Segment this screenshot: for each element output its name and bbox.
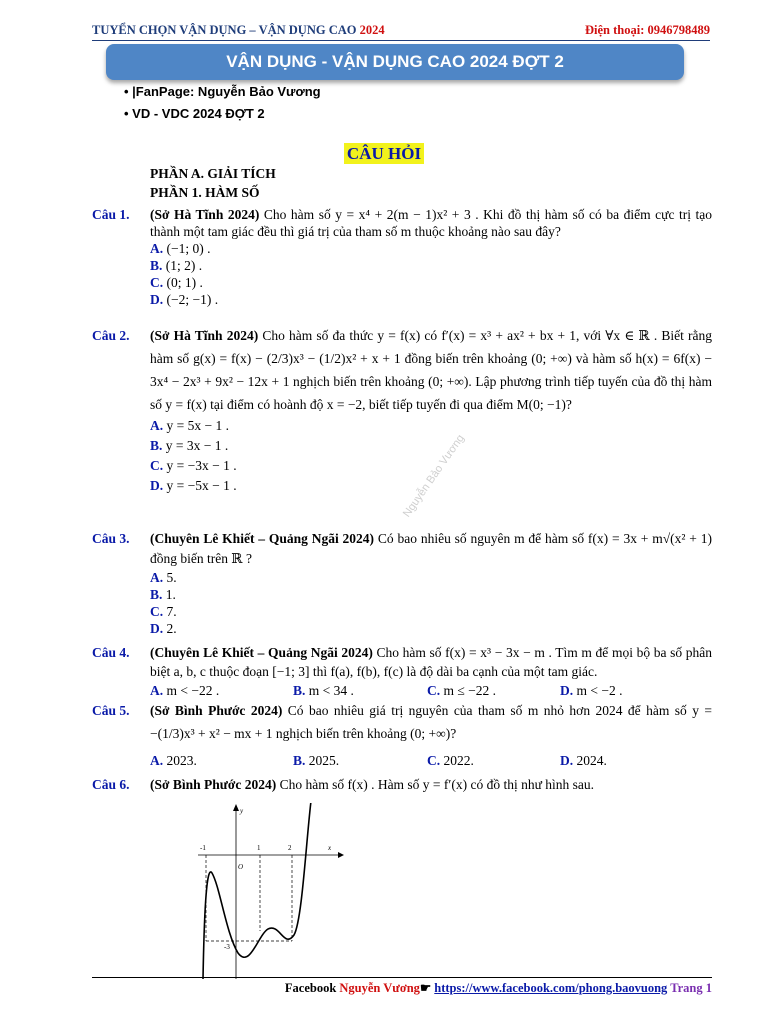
part-a-heading: PHẦN A. GIẢI TÍCH — [150, 166, 276, 181]
option-a: A. y = 5x − 1 . — [150, 418, 229, 433]
tick-label-minus3: -3 — [224, 943, 230, 951]
tick-label-minus1: -1 — [200, 844, 206, 852]
question-3 — [92, 529, 712, 637]
option-b: B. 1. — [150, 587, 176, 602]
option-a: A. 2023. — [150, 753, 197, 768]
option-a: A. 5. — [150, 570, 177, 585]
option-a: A. m < −22 . — [150, 683, 220, 698]
x-axis-label: x — [328, 844, 332, 852]
page-number: Trang 1 — [667, 981, 712, 995]
section-heading: CÂU HỎI — [0, 144, 768, 164]
question-body: (Chuyên Lê Khiết – Quảng Ngãi 2024) Cho hàm số f(x) = x³ − 3x − m . Tìm m để mọi bộ ba số phân biệt a, b, c thuộc đoạn [−1; 3] thì f(a), f(b), f(c) là độ dài ba cạnh của một tam giác. — [150, 645, 712, 679]
option-c: C. 2022. — [427, 753, 474, 768]
question-body: (Sở Bình Phước 2024) Cho hàm số f(x) . Hàm số y = f′(x) có đồ thị như hình sau. — [150, 777, 595, 792]
options-row — [150, 681, 712, 698]
batch-bullet: • VD - VDC 2024 ĐỢT 2 — [124, 106, 265, 121]
question-6 — [92, 776, 712, 793]
y-axis-arrow-icon — [233, 804, 239, 811]
origin-label: O — [238, 863, 244, 871]
option-d: D. m < −2 . — [560, 683, 623, 698]
header-phone: Điện thoại: 0946798489 — [585, 23, 710, 37]
option-d: D. 2024. — [560, 753, 607, 768]
question-number: Câu 4. — [92, 645, 130, 660]
option-a: A. (−1; 0) . — [150, 241, 211, 256]
question-body: (Sở Bình Phước 2024) Có bao nhiêu giá trị nguyên của tham số m nhỏ hơn 2024 để hàm số y = −(1/3)x³ + x² − mx + 1 nghịch biến trên khoảng (0; +∞)? — [150, 703, 712, 741]
question-number: Câu 5. — [92, 703, 130, 718]
question-number: Câu 2. — [92, 328, 130, 343]
option-d: D. 2. — [150, 621, 177, 636]
question-number: Câu 3. — [92, 531, 130, 546]
question-body: (Sở Hà Tĩnh 2024) Cho hàm số đa thức y = f(x) có f′(x) = x³ + ax² + bx + 1, với ∀x ∈ ℝ . Biết rằng hàm số g(x) = f(x) − (2/3)x³ − (1/2)x² + x + 1 đồng biến trên khoảng (0; +∞) và hàm số h(x) = 6f(x) − 3x⁴ − 2x³ + 9x² − 12x + 1 nghịch biến trên khoảng (0; +∞). Lập phương trình tiếp tuyến của đồ thị hàm số y = f(x) tại điểm có hoành độ x = −2, biết tiếp tuyến đi qua điểm M(0; −1)? — [150, 328, 712, 412]
option-c: C. (0; 1) . — [150, 275, 203, 290]
facebook-link[interactable]: https://www.facebook.com/phong.baovuong — [434, 981, 668, 995]
question-body: (Chuyên Lê Khiết – Quảng Ngãi 2024) Có bao nhiêu số nguyên m để hàm số f(x) = 3x + m√(x² + 1) đồng biến trên ℝ ? — [150, 531, 712, 566]
option-d: D. (−2; −1) . — [150, 292, 219, 307]
question-5 — [92, 699, 712, 766]
title-banner: VẬN DỤNG - VẬN DỤNG CAO 2024 ĐỢT 2 — [106, 44, 684, 80]
page-footer — [92, 977, 712, 995]
header-title: TUYỂN CHỌN VẬN DỤNG – VẬN DỤNG CAO 2024 — [92, 23, 385, 37]
question-1 — [92, 206, 712, 308]
options-row — [150, 749, 712, 766]
fanpage-bullet: • |FanPage: Nguyễn Bảo Vương — [124, 84, 321, 99]
option-c: C. 7. — [150, 604, 177, 619]
part-1-heading: PHẦN 1. HÀM SỐ — [150, 185, 260, 200]
question-body: (Sở Hà Tĩnh 2024) Cho hàm số y = x⁴ + 2(m − 1)x² + 3 . Khi đồ thị hàm số có ba điểm cực trị tạo thành một tam giác đều thì giá trị của tham số m thuộc khoảng nào sau đây? — [150, 207, 712, 239]
page-header — [92, 22, 710, 41]
option-b: B. 2025. — [293, 753, 340, 768]
option-b: B. y = 3x − 1 . — [150, 438, 229, 453]
question-2 — [92, 324, 712, 496]
option-b: B. m < 34 . — [293, 683, 354, 698]
derivative-curve — [203, 803, 311, 979]
option-c: C. y = −3x − 1 . — [150, 458, 237, 473]
tick-label-1: 1 — [257, 844, 261, 852]
question-4 — [92, 643, 712, 698]
option-c: C. m ≤ −22 . — [427, 683, 497, 698]
x-axis-arrow-icon — [338, 852, 344, 858]
question-number: Câu 1. — [92, 207, 130, 222]
option-d: D. y = −5x − 1 . — [150, 478, 237, 493]
watermark: Nguyễn Bảo Vương — [400, 432, 467, 520]
tick-label-2: 2 — [288, 844, 292, 852]
option-b: B. (1; 2) . — [150, 258, 203, 273]
footer-text: Facebook Nguyễn Vương☛ https://www.facebook.com/phong.baovuong Trang 1 — [284, 981, 712, 995]
y-axis-label: y — [240, 807, 244, 815]
derivative-graph — [198, 803, 346, 979]
question-number: Câu 6. — [92, 777, 130, 792]
